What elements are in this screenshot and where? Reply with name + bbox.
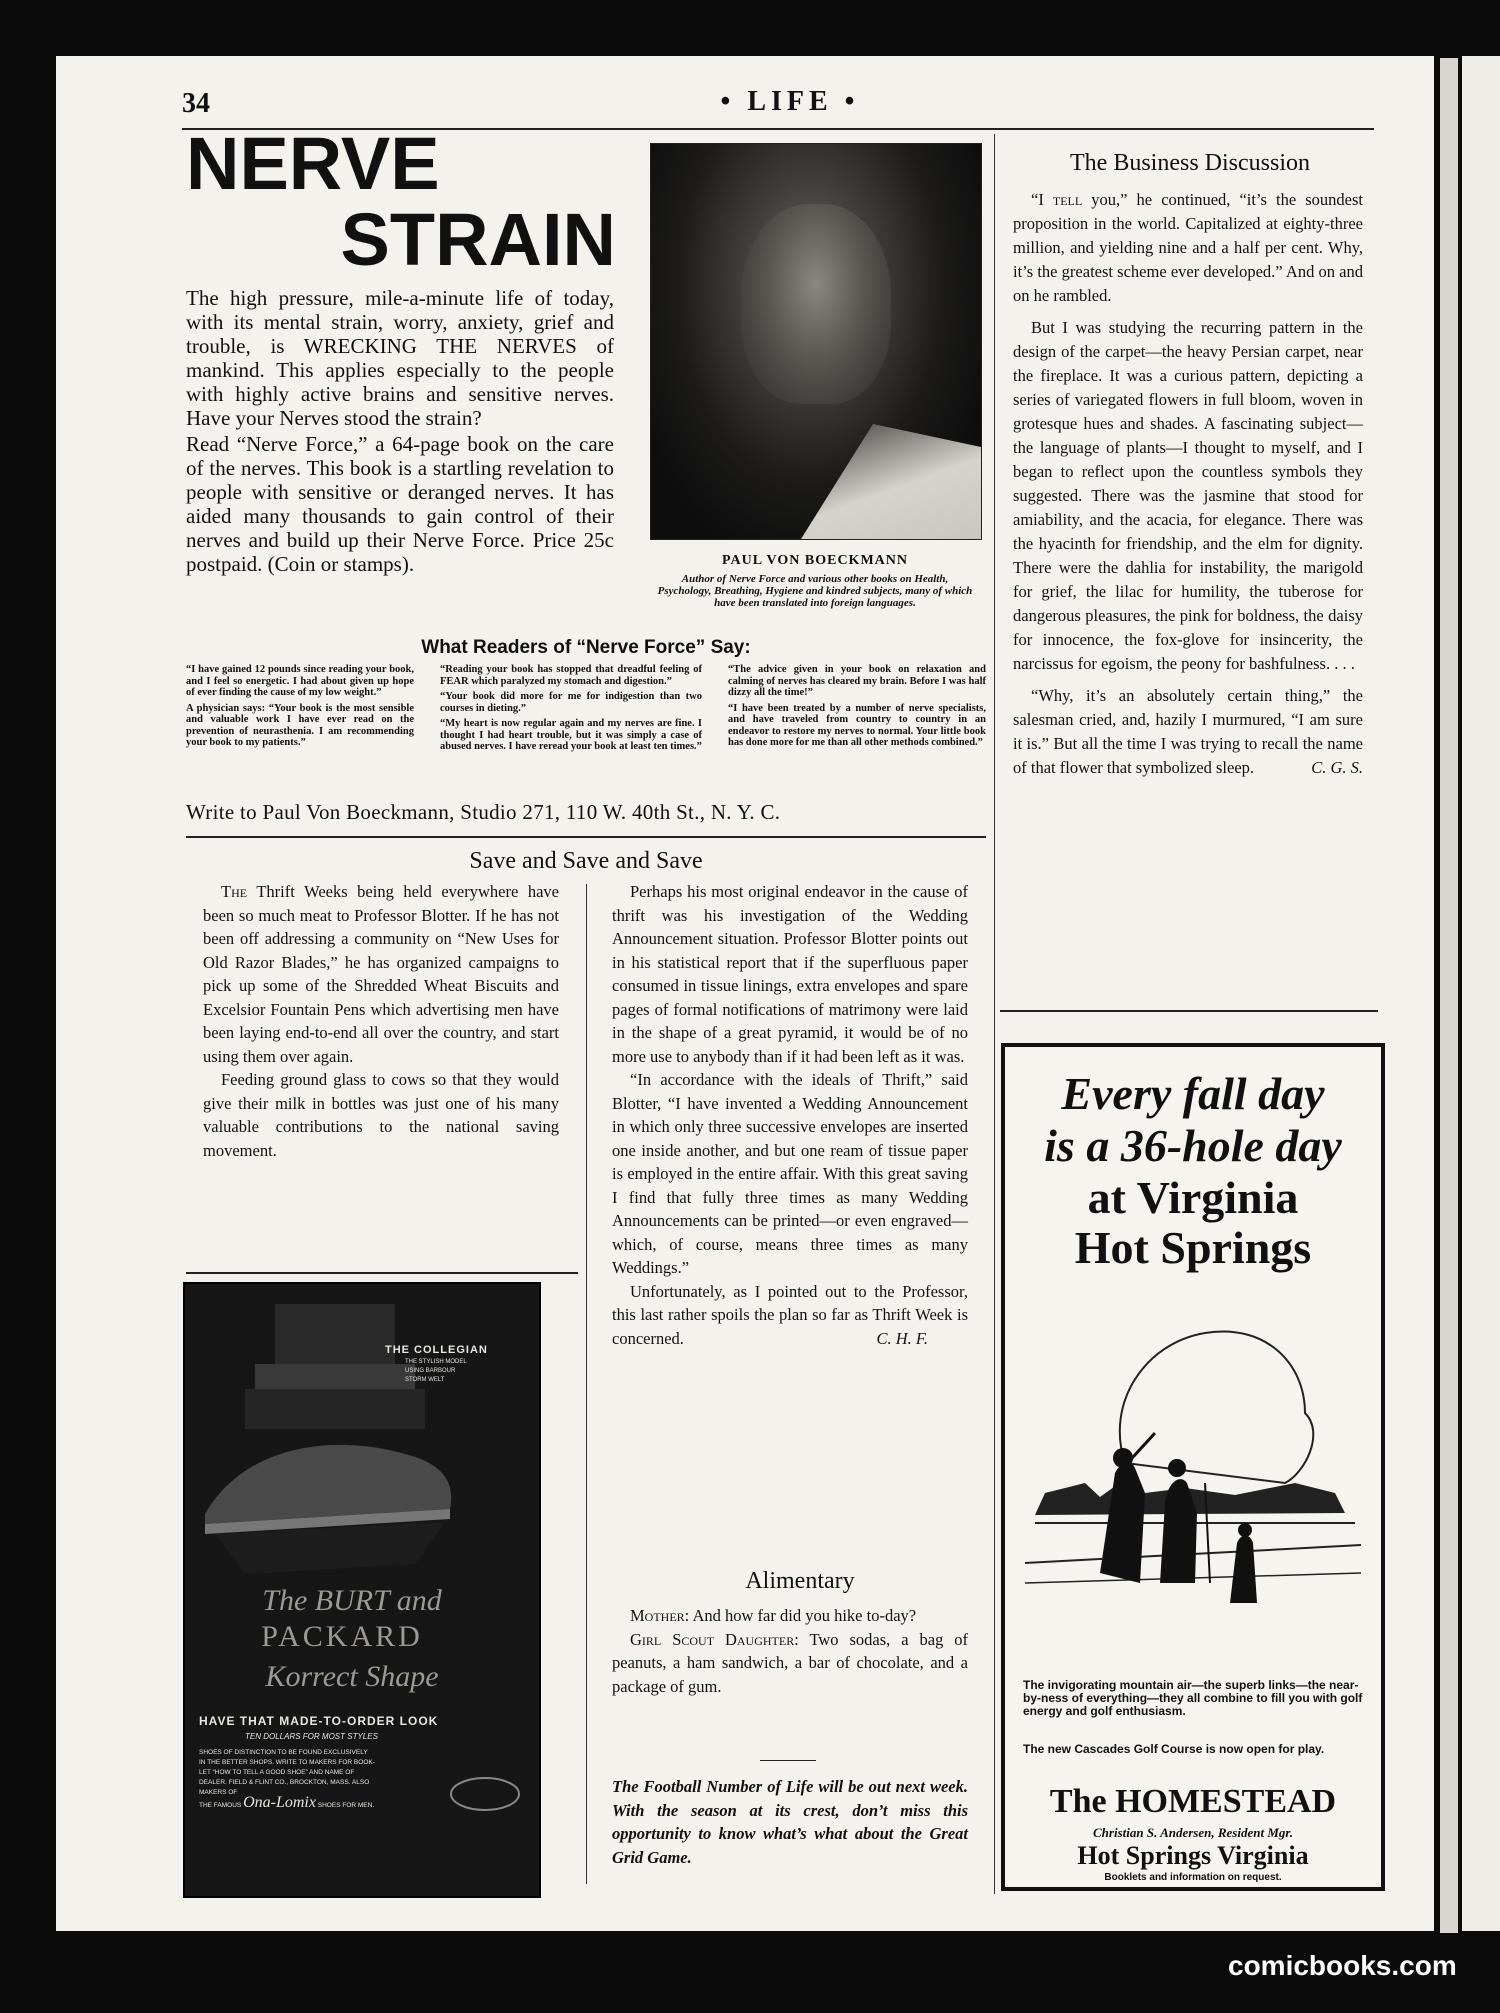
section-rule (1000, 1010, 1378, 1012)
ad-copy: The invigorating mountain air—the superb links—the near-by-ness of everything—they all combine to fill you with golf energy and golf enthusiasm. (1023, 1678, 1363, 1718)
testimonial: “Your book did more for me for indigestion than two courses in dieting.” (440, 691, 702, 714)
business-article-body (1013, 188, 1363, 788)
paragraph-text: But I was studying the recurring pattern in the design of the carpet—the heavy Persian carpet, near the fireplace. It was a curious pattern, depicting a series of variegated flowers in full bloom, woven in grotesque hues and shades. A fascinating subject—the language of plants—I thought to myself, and I began to reflect upon the countless symbols they suggested. There was the jasmine that stood for amiability, and the acacia, for elegance. There was the hyacinth for friendship, and the elm for dignity. There were the dahlia for instability, the marigold for grief, the lilac for humility, the tuberose for dangerous pleasures, the pink for boldness, the daisy for innocence, the fox-glove for insincerity, the narcissus for egoism, the peony for bashfulness. . . . (1013, 318, 1363, 673)
testimonial: “I have been treated by a number of nerve specialists, and have traveled from country to country in an endeavor to restore my nerves to normal. Your little book has done more for me than all other methods combined.” (728, 702, 986, 748)
ad-slogan: HAVE THAT MADE-TO-ORDER LOOK (199, 1714, 439, 1728)
nerve-ad-body (186, 286, 614, 578)
paragraph-text: Perhaps his most original endeavor in the cause of thrift was his investigation of the Wedding Announcement situation. Professor Blotter points out in his statistical report that if the superfluous paper consumed in tissue linings, extra envelopes and spare pages of formal notifications of matrimony were laid in the shape of a great pyramid, it would be of no more use to anybody than if it had been left as it was. (612, 882, 968, 1066)
paragraph-text: “In accordance with the ideals of Thrift,” said Blotter, “I have invented a Wedding Announcement in which only three successive envelopes are inserted one inside another, and but one ream of tissue paper is employed in the entire affair. With this great saving I find that fully three times as many Wedding Announcements can be printed—or even engraved—which, of course, means three times as many Weddings.” (612, 1070, 968, 1277)
speaker: Girl Scout Daughter: (630, 1629, 799, 1649)
fine-print-line: MAKERS OF (199, 1789, 238, 1796)
author-initials: C. G. S. (1311, 758, 1363, 777)
brand-name: PACKARD (261, 1620, 423, 1653)
short-rule (760, 1760, 816, 1761)
page-edge (1440, 58, 1458, 1933)
fine-print-line: LET “HOW TO TELL A GOOD SHOE” AND NAME OF (199, 1769, 355, 1776)
drop-lead: The (221, 882, 248, 901)
ad-headline: Every fall day (1061, 1068, 1325, 1119)
dialogue: Two sodas, a bag of peanuts, a ham sandwich, a bar of chocolate, and a package of gum. (612, 1629, 968, 1696)
column-divider (994, 134, 995, 1894)
testimonial: “I have gained 12 pounds since reading your book, and I feel so energetic. I had about given up hope of ever finding the cause of my low weight.” (186, 664, 414, 698)
hotel-manager: Christian S. Andersen, Resident Mgr. (1093, 1825, 1293, 1840)
testimonial-column (186, 664, 414, 753)
paragraph-text: Unfortunately, as I pointed out to the Professor, this last rather spoils the plan so far as Thrift Week is concerned. (612, 1281, 968, 1348)
article-title: Save and Save and Save (469, 848, 703, 874)
model-note: STORM WELT (405, 1377, 445, 1383)
fine-print-line: SHOES OF DISTINCTION TO BE FOUND EXCLUSIVELY (199, 1749, 368, 1756)
paragraph-text: Thrift Weeks being held everywhere have been so much meat to Professor Blotter. If he has not been off addressing a community on “New Uses for Old Razor Blades,” he has organized campaigns to pick up some of the Shredded Wheat Biscuits and Excelsior Fountain Pens which advertising men have been laying end-to-end all over the country, and start using them over again. (203, 882, 559, 1066)
ad-headline: is a 36-hole day (1044, 1120, 1342, 1171)
shoe-advertisement (183, 1282, 541, 1898)
column-divider (586, 884, 587, 1884)
ad-bottom-rule (186, 836, 986, 838)
ad-copy: The new Cascades Golf Course is now open for play. (1023, 1742, 1325, 1756)
nerve-ad-paragraph: The high pressure, mile-a-minute life of today, with its mental strain, worry, anxiety, grief and trouble, is WRECKING THE NERVES of mankind. This applies especially to the people with highly active brains and sensitive nerves. Have your Nerves stood the strain? (186, 286, 614, 430)
masthead: • LIFE • (720, 86, 860, 117)
testimonial: “Reading your book has stopped that dreadful feeling of FEAR which paralyzed my stomach and digestion.” (440, 664, 702, 687)
paragraph-text: Feeding ground glass to cows so that they would give their milk in bottles was just one of his many valuable contributions to the national saving movement. (203, 1070, 559, 1160)
testimonial-column (728, 664, 986, 753)
model-name: THE COLLEGIAN (385, 1344, 488, 1356)
price-note: TEN DOLLARS FOR MOST STYLES (245, 1732, 378, 1741)
paragraph-text: “Why, it’s an absolutely certain thing,” the salesman cried, and, hazily I murmured, “I am sure it is.” But all the time I was trying to recall the name of that flower that symbolized sleep. (1013, 686, 1363, 777)
dialogue: And how far did you hike to-day? (689, 1606, 917, 1625)
nerve-ad-paragraph: Read “Nerve Force,” a 64-page book on the care of the nerves. This book is a startling revelation to people with sensitive or deranged nerves. It has aided many thousands to gain control of their nerves and build up their Nerve Force. Price 25c postpaid. (Coin or stamps). (186, 432, 614, 576)
hotel-name: The HOMESTEAD (1049, 1783, 1337, 1820)
testimonial: “My heart is now regular again and my nerves are fine. I thought I had heart trouble, but it was simply a case of abused nerves. I have reread your book at least ten times.” (440, 718, 702, 752)
speaker: Mother: (630, 1606, 690, 1625)
sub-brand: Ona-Lomix (243, 1794, 316, 1811)
page-number: 34 (182, 88, 210, 119)
portrait-collar (801, 424, 981, 539)
fine-print-line: THE FAMOUS (199, 1802, 242, 1809)
football-number-notice: The Football Number of Life will be out next week. With the season at its crest, don’t miss this opportunity to know what’s what about the Great Grid Game. (612, 1777, 968, 1867)
homestead-advertisement (1001, 1043, 1385, 1891)
section-rule (186, 1272, 578, 1274)
brand-name: The BURT and (262, 1584, 442, 1617)
ad-headline: Hot Springs (1074, 1222, 1312, 1273)
brand-tagline: Korrect Shape (265, 1660, 439, 1693)
nerve-ad-title (186, 122, 616, 281)
fine-print-line: SHOES FOR MEN. (317, 1802, 375, 1809)
save-column-1 (203, 880, 559, 1162)
ad-footer: Booklets and information on request. (1104, 1872, 1282, 1883)
model-note: THE STYLISH MODEL (405, 1359, 467, 1365)
golfers-illustration (1005, 1283, 1381, 1663)
ad-fine-print (199, 1748, 375, 1811)
portrait-caption: Author of Nerve Force and various other books on Health, Psychology, Breathing, Hygiene and kindred subjects, many of which have been translated into foreign languages. (657, 573, 973, 609)
model-note: USING BARBOUR (405, 1368, 456, 1374)
fine-print-line: DEALER. FIELD & FLINT CO., BROCKTON, MASS. ALSO (199, 1779, 370, 1786)
portrait-name: PAUL VON BOECKMANN (722, 553, 908, 568)
author-portrait (650, 143, 982, 540)
testimonial-column (440, 664, 702, 757)
fine-print-line: IN THE BETTER SHOPS. WRITE TO MAKERS FOR BOOK- (199, 1759, 375, 1766)
testimonials-heading: What Readers of “Nerve Force” Say: (421, 637, 751, 658)
paragraph-text: you,” he continued, “it’s the soundest proposition in the world. Capitalized at eighty-three million, and yielding nine and a half per cent. Why, it’s the greatest scheme ever developed.” And on and on he rambled. (1013, 190, 1364, 305)
drop-lead: “I tell (1031, 190, 1083, 209)
save-column-2 (612, 880, 968, 1350)
hotel-location: Hot Springs Virginia (1077, 1841, 1309, 1870)
next-page-strip (1462, 56, 1500, 1931)
ad-headline: at Virginia (1087, 1172, 1299, 1223)
author-initials: C. H. F. (876, 1328, 928, 1348)
portrait-face (741, 204, 891, 404)
testimonial: “The advice given in your book on relaxation and calming of nerves has cleared my brain. Before I was half dizzy all the time!” (728, 664, 986, 698)
article-title: The Business Discussion (1070, 150, 1310, 176)
site-watermark: comicbooks.com (1228, 1950, 1457, 1981)
title-line-1: NERVE (186, 122, 440, 205)
alimentary-body (612, 1604, 968, 1698)
testimonial: A physician says: “Your book is the most sensible and valuable work I have ever read on the prevention of neurasthenia. I am recommending your book to my patients.” (186, 702, 414, 748)
title-line-2: STRAIN (340, 198, 616, 281)
mail-order-address: Write to Paul Von Boeckmann, Studio 271, 110 W. 40th St., N. Y. C. (186, 800, 781, 824)
article-title: Alimentary (745, 1568, 855, 1594)
